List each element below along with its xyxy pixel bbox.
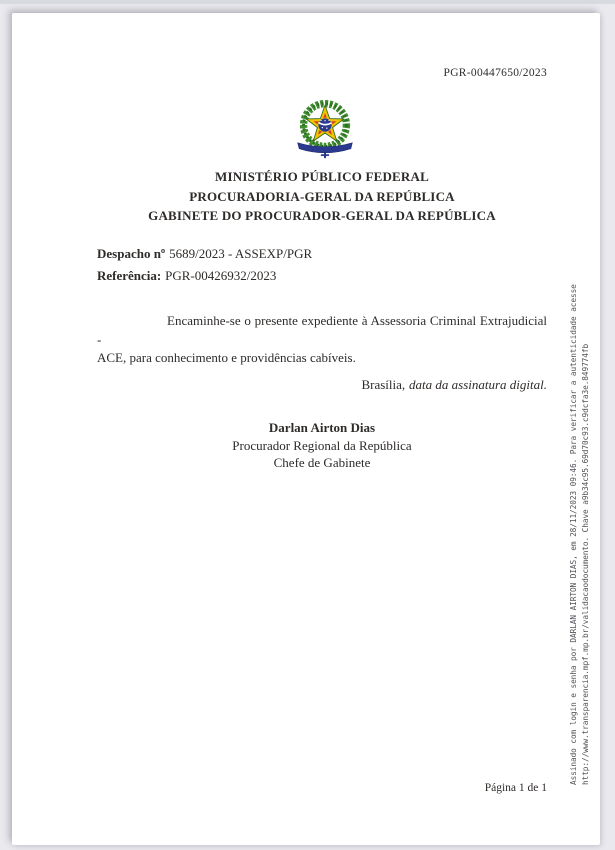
letterhead-line-2: PROCURADORIA-GERAL DA REPÚBLICA <box>189 188 455 204</box>
despacho-label: Despacho nº <box>97 246 166 261</box>
despacho-value: 5689/2023 - ASSEXP/PGR <box>169 246 313 261</box>
protocol-number: PGR-00447650/2023 <box>443 67 547 79</box>
dateline-city: Brasília, <box>361 377 406 392</box>
signature-block <box>97 419 547 472</box>
body-paragraph <box>97 312 547 368</box>
despacho-line <box>97 246 312 262</box>
signatory-title-2: Chefe de Gabinete <box>273 455 371 470</box>
dateline <box>361 377 547 393</box>
dateline-date-text: data da assinatura digital. <box>409 377 547 392</box>
signatory-name: Darlan Airton Dias <box>268 420 376 435</box>
signatory-title-1: Procurador Regional da República <box>232 437 412 453</box>
stamp-line-1: Assinado com login e senha por DARLAN AIRTON DIAS, em 28/11/2023 09:46. Para verificar a autenticidade acesse <box>569 284 578 785</box>
body-paragraph-line-2: ACE, para conhecimento e providências cabíveis. <box>97 350 356 365</box>
referencia-value: PGR-00426932/2023 <box>165 268 277 283</box>
digital-signature-stamp <box>568 247 594 785</box>
viewer-top-edge <box>0 0 615 4</box>
brazil-coat-of-arms-icon <box>288 97 362 159</box>
stamp-line-2: http://www.transparencia.mpf.mp.br/validacaodocumento. Chave a9b34c95.69d70c93.c9dcfa3e.849774fb <box>581 343 590 785</box>
document-page <box>12 13 600 845</box>
referencia-line <box>97 268 276 284</box>
letterhead-line-3: GABINETE DO PROCURADOR-GERAL DA REPÚBLICA <box>148 208 496 223</box>
letterhead-line-1: MINISTÉRIO PÚBLICO FEDERAL <box>215 169 429 184</box>
referencia-label: Referência: <box>97 268 162 283</box>
page-indicator: Página 1 de 1 <box>484 782 547 794</box>
letterhead <box>97 167 547 226</box>
body-paragraph-line-1: Encaminhe-se o presente expediente à Assessoria Criminal Extrajudicial - <box>97 313 547 347</box>
